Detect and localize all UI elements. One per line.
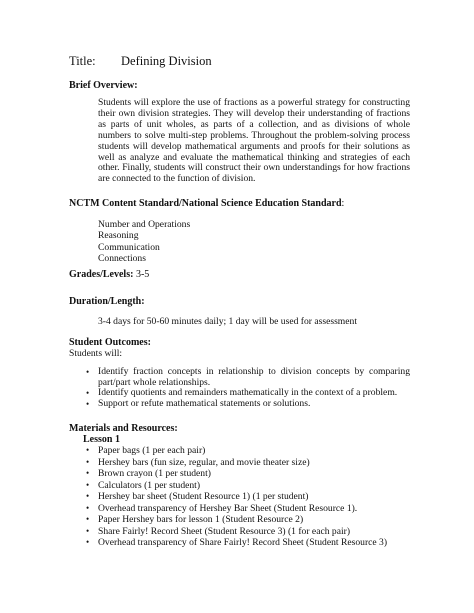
standard-item: Communication <box>98 241 160 253</box>
material-text: Brown crayon (1 per student) <box>98 468 211 479</box>
bullet-icon: • <box>86 525 90 536</box>
list-item <box>86 514 387 526</box>
outcomes-heading: Student Outcomes: <box>69 337 151 348</box>
material-text: Overhead transparency of Share Fairly! Record Sheet (Student Resource 3) <box>98 537 388 548</box>
bullet-icon: • <box>86 502 90 513</box>
bullet-icon: • <box>86 537 90 547</box>
list-item <box>86 525 387 538</box>
list-item <box>86 456 387 469</box>
list-item <box>86 537 388 549</box>
material-text: Hershey bar sheet (Student Resource 1) (1 per student) <box>98 491 309 502</box>
materials-heading: Materials and Resources: <box>69 423 178 434</box>
bullet-icon: • <box>86 388 90 399</box>
bullet-icon: • <box>86 445 90 455</box>
material-text: Calculators (1 per student) <box>98 479 201 491</box>
bullet-icon: • <box>86 456 90 467</box>
materials-list <box>86 445 388 549</box>
standard-item: Connections <box>98 252 146 264</box>
outcomes-list <box>86 366 410 409</box>
bullet-icon: • <box>86 367 90 377</box>
bullet-icon: • <box>86 491 90 501</box>
standards-list <box>98 219 190 264</box>
outcome-text: Identify quotients and remainders mathematically in the context of a problem. <box>98 387 398 399</box>
bullet-icon: • <box>86 468 90 478</box>
material-text: Paper Hershey bars for lesson 1 (Student Resource 2) <box>98 514 304 525</box>
list-item <box>86 397 410 410</box>
list-item <box>86 445 387 457</box>
list-item <box>86 366 410 388</box>
duration-heading: Duration/Length: <box>69 296 145 307</box>
title-row <box>69 54 212 69</box>
lesson-1-label: Lesson 1 <box>83 434 120 445</box>
standard-item: Number and Operations <box>98 219 191 230</box>
standards-heading-colon: : <box>341 198 345 209</box>
list-item <box>86 502 387 515</box>
outcome-text: Support or refute mathematical statements or solutions. <box>98 397 311 409</box>
material-text: Overhead transparency of Hershey Bar Sheet (Student Resource 1). <box>98 502 358 514</box>
standards-heading <box>69 198 344 209</box>
bullet-icon: • <box>86 398 90 409</box>
material-text: Share Fairly! Record Sheet (Student Resource 3) (1 for each pair) <box>98 525 351 537</box>
outcomes-intro: Students will: <box>69 348 123 359</box>
page-title: Defining Division <box>121 54 212 68</box>
outcome-text: Identify fraction concepts in relationship to division concepts by comparing part/part whole relationships. <box>98 366 410 388</box>
bullet-icon: • <box>86 514 90 524</box>
material-text: Paper bags (1 per each pair) <box>98 445 206 456</box>
list-item <box>86 491 387 503</box>
duration-text: 3-4 days for 50-60 minutes daily; 1 day will be used for assessment <box>98 316 357 327</box>
brief-overview-heading: Brief Overview: <box>69 80 138 91</box>
list-item <box>86 479 387 492</box>
standards-heading-text: NCTM Content Standard/National Science Education Standard <box>69 198 342 209</box>
list-item <box>86 468 387 480</box>
bullet-icon: • <box>86 479 90 490</box>
standard-item: Reasoning <box>98 230 139 242</box>
material-text: Hershey bars (fun size, regular, and movie theater size) <box>98 456 310 468</box>
grades-row <box>69 269 149 280</box>
grades-value: 3-5 <box>135 269 150 280</box>
brief-overview-paragraph: Students will explore the use of fractions as a powerful strategy for constructing their own division strategies. They will develop their understanding of fractions as parts of unit wholes, as parts of a collection, and as divisions of whole numbers to solve multi-step problems. Throughout the problem-solving process students will develop mathematical arguments and proofs for their solutions as well as analyze and evaluate the mathematical thinking and strategies of each other. Finally, students will construct their own understandings for how fractions are connected to the function of division. <box>98 97 410 185</box>
title-label: Title: <box>69 54 96 68</box>
grades-heading: Grades/Levels: <box>69 269 134 280</box>
